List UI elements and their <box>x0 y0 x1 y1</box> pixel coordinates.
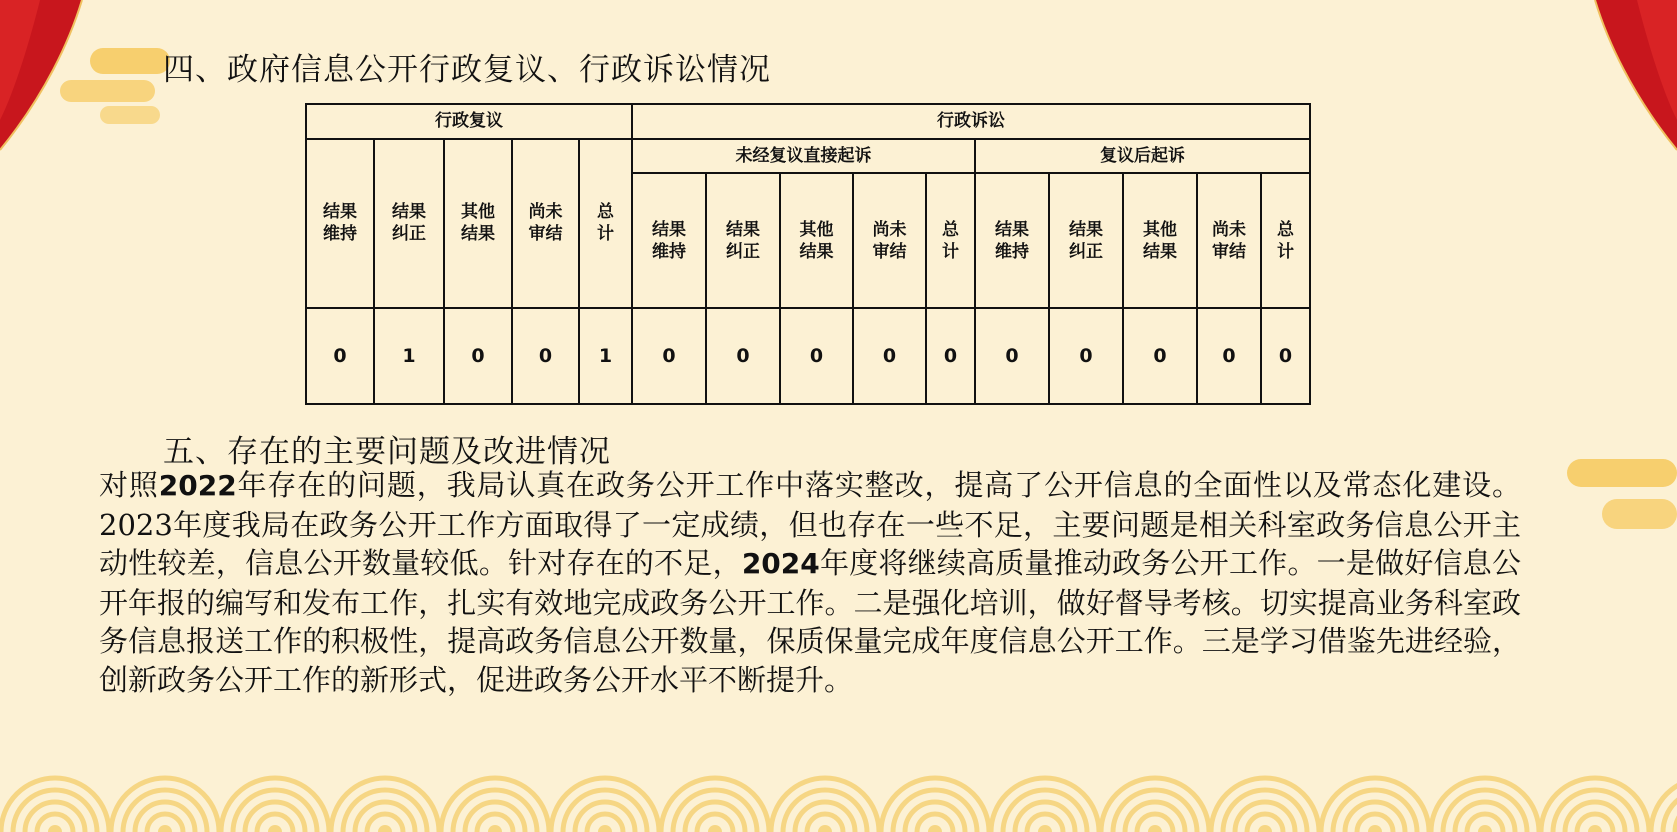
subgroup-header-after-review: 复议后起诉 <box>975 139 1310 174</box>
column-header-cell: 结果纠正 <box>706 173 780 308</box>
column-header-cell: 总计 <box>1261 173 1310 308</box>
table-cell: 0 <box>975 308 1049 404</box>
table-cell: 0 <box>306 308 374 404</box>
column-header-cell: 尚未审结 <box>512 139 579 308</box>
column-header-cell: 其他结果 <box>1123 173 1197 308</box>
column-header-cell: 结果纠正 <box>374 139 444 308</box>
column-header-cell: 总计 <box>926 173 975 308</box>
table-cell: 1 <box>374 308 444 404</box>
table-cell: 0 <box>853 308 926 404</box>
column-header-cell: 结果纠正 <box>1049 173 1123 308</box>
table-cell: 0 <box>632 308 706 404</box>
table-cell: 0 <box>780 308 853 404</box>
paragraph-text: 年存在的问题，我局认真在政务公开工作中落实整改，提高了公开信息的全面性以及常态化建设。2023年度我局在政务公开工作方面取得了一定成绩，但也存在一些不足，主要问题是相关科室政务信息公开主动性较差，信息公开数量较低。针对存在的不足， <box>99 468 1521 580</box>
column-header-cell: 结果维持 <box>306 139 374 308</box>
table-cell: 0 <box>1049 308 1123 404</box>
table-cell: 0 <box>512 308 579 404</box>
column-header-cell: 其他结果 <box>780 173 853 308</box>
table-cell: 1 <box>579 308 632 404</box>
cloud-right-decoration <box>1567 455 1677 535</box>
review-litigation-table <box>305 103 1311 405</box>
table-cell: 0 <box>1197 308 1261 404</box>
improvement-paragraph <box>99 466 1521 699</box>
table-row <box>306 308 1310 404</box>
section-five-heading: 五、存在的主要问题及改进情况 <box>163 434 611 470</box>
column-header-cell: 结果维持 <box>975 173 1049 308</box>
column-header-cell: 尚未审结 <box>853 173 926 308</box>
table-cell: 0 <box>706 308 780 404</box>
curtain-right-decoration <box>1587 0 1677 160</box>
column-header-cell: 结果维持 <box>632 173 706 308</box>
bottom-wave-pattern <box>0 762 1677 832</box>
column-header-cell: 尚未审结 <box>1197 173 1261 308</box>
year-2024: 2024 <box>741 547 820 580</box>
table-cell: 0 <box>1123 308 1197 404</box>
section-four-heading: 四、政府信息公开行政复议、行政诉讼情况 <box>163 52 771 88</box>
table-cell: 0 <box>1261 308 1310 404</box>
paragraph-text: 年度将继续高质量推动政务公开工作。一是做好信息公开年报的编写和发布工作，扎实有效地完成政务公开工作。二是强化培训，做好督导考核。切实提高业务科室政务信息报送工作的积极性，提高政务信息公开数量，保质保量完成年度信息公开工作。三是学习借鉴先进经验，创新政务公开工作的新形式，促进政务公开水平不断提升。 <box>99 546 1521 697</box>
column-header-cell: 其他结果 <box>444 139 512 308</box>
table-cell: 0 <box>926 308 975 404</box>
paragraph-text: 对照 <box>99 468 159 502</box>
column-header-cell: 总计 <box>579 139 632 308</box>
group-header-litigation: 行政诉讼 <box>632 104 1310 139</box>
year-2022: 2022 <box>158 469 237 502</box>
subgroup-header-direct: 未经复议直接起诉 <box>632 139 975 174</box>
table-cell: 0 <box>444 308 512 404</box>
cloud-left-decoration <box>60 40 170 130</box>
group-header-review: 行政复议 <box>306 104 632 139</box>
